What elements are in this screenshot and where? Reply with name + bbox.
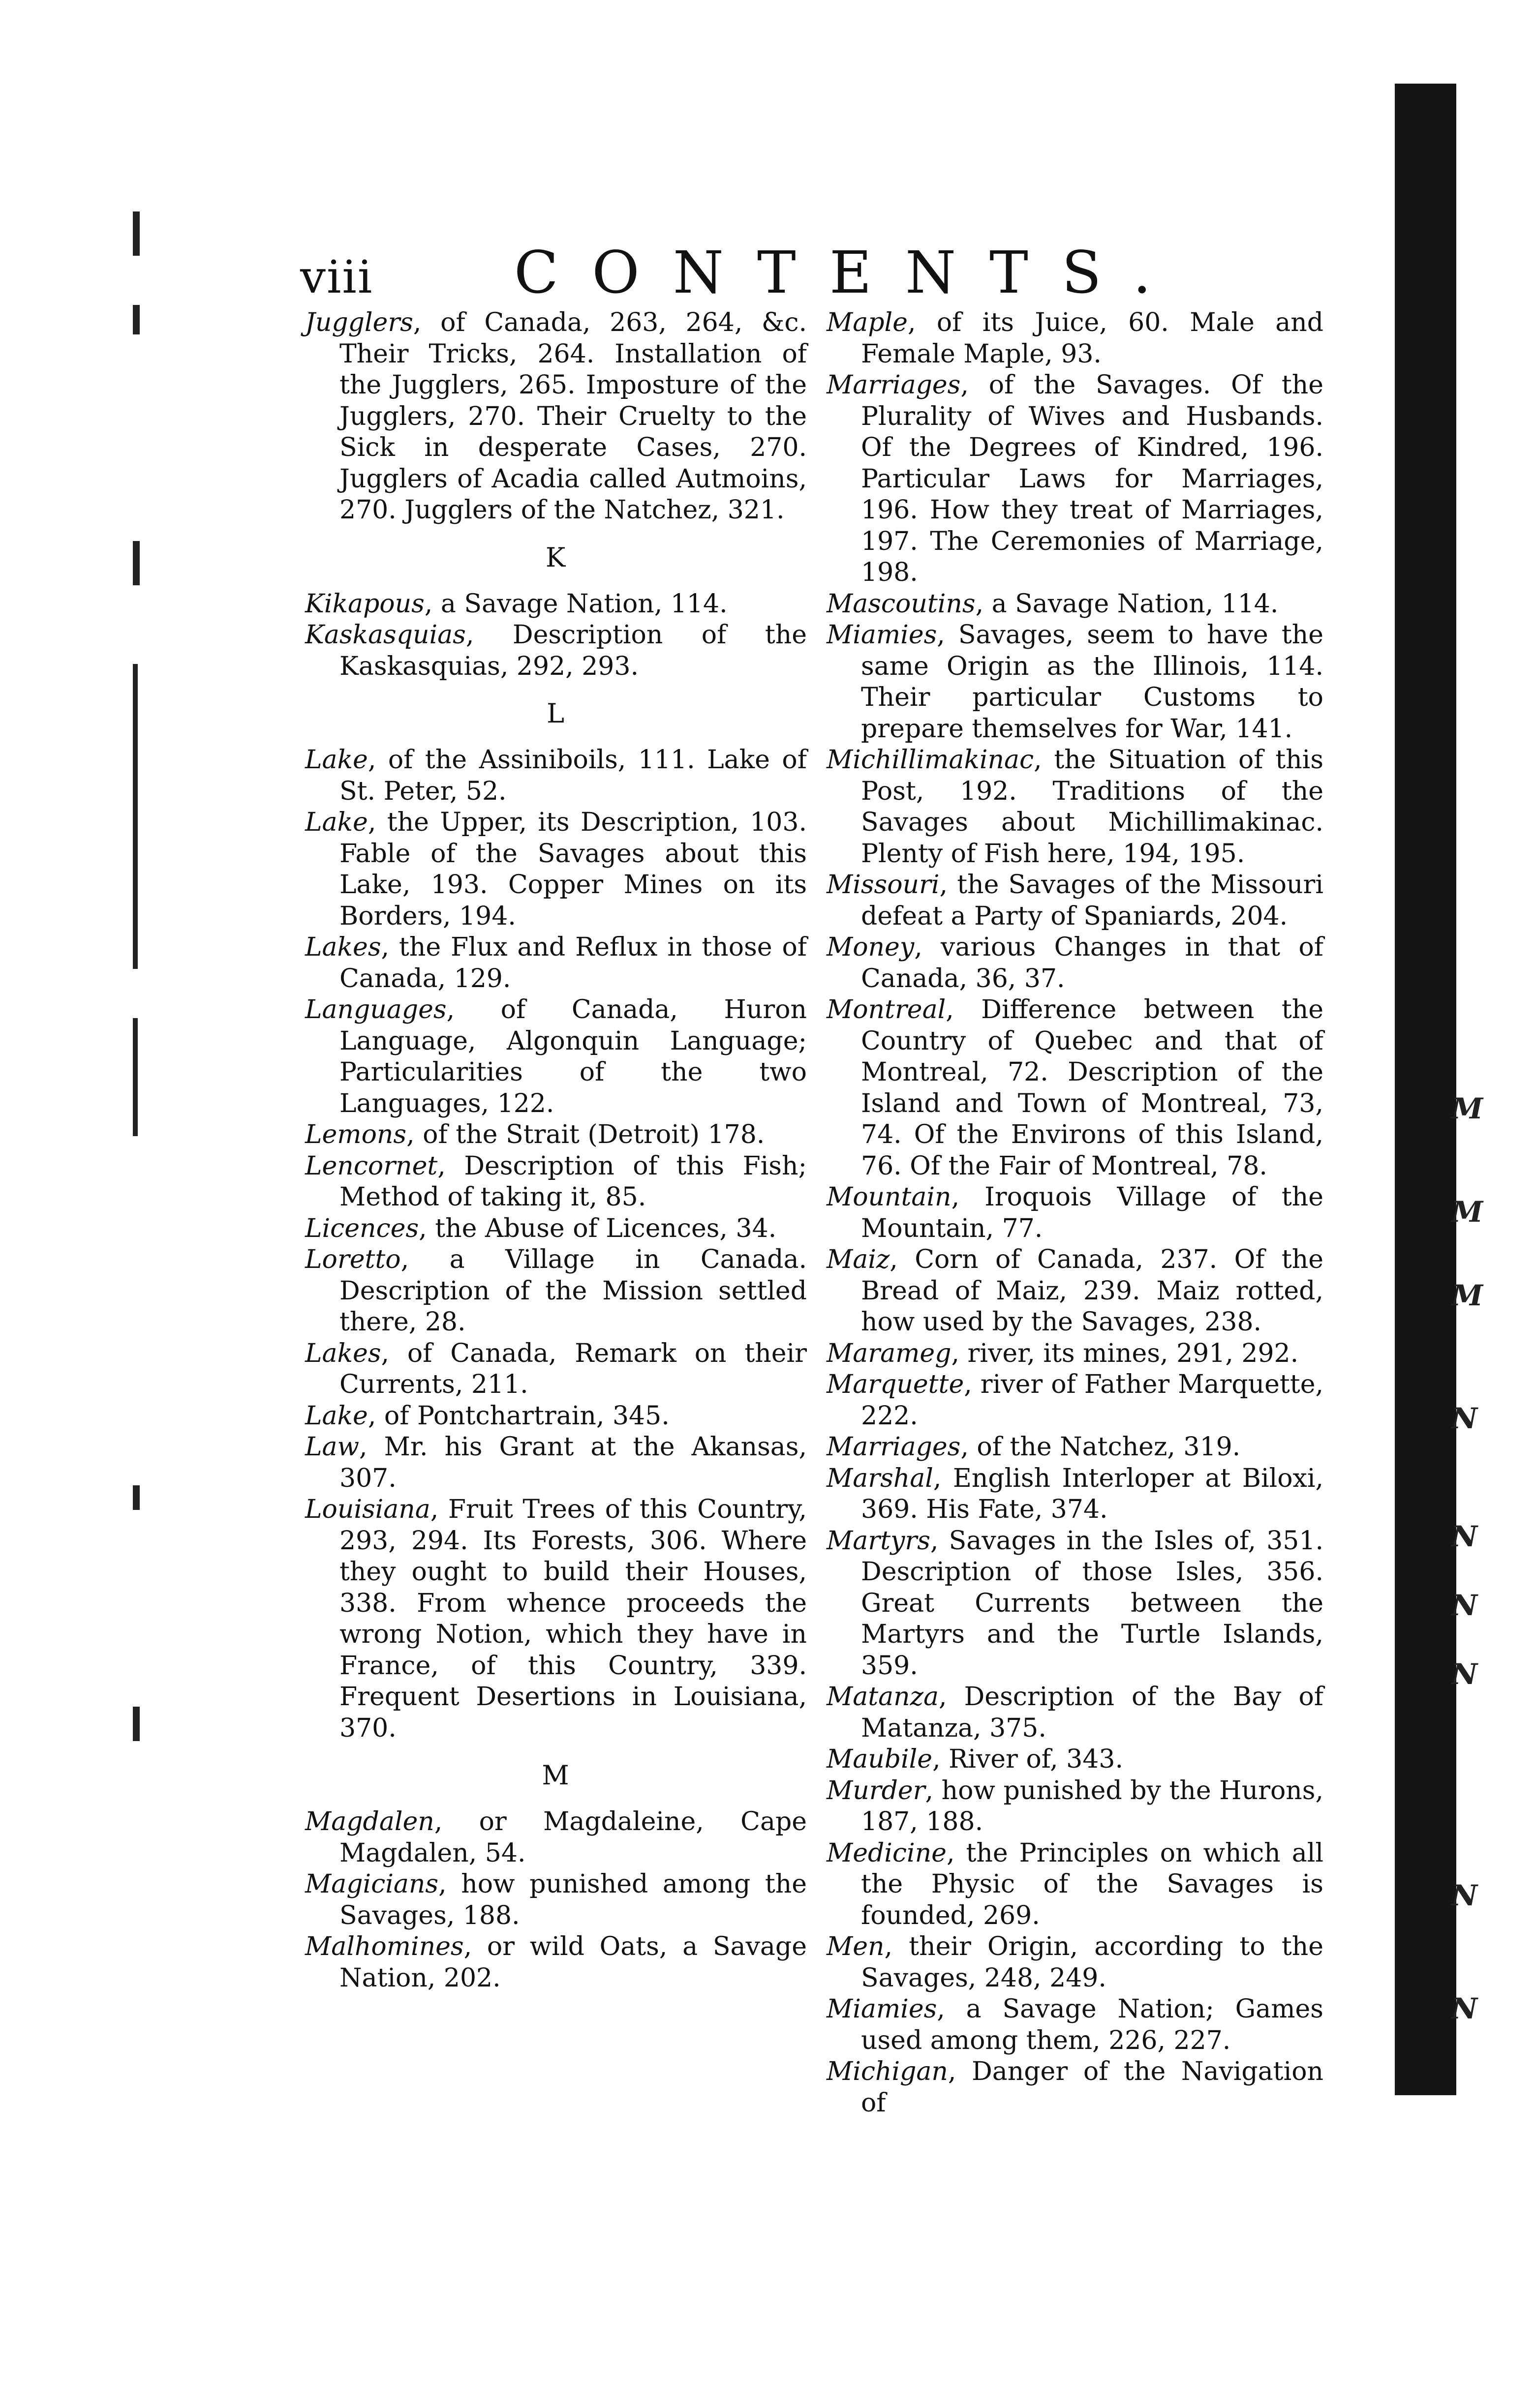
index-entry: Miamies, a Savage Nation; Games used among them, 226, 227. (827, 1994, 1323, 2055)
section-letter: K (545, 542, 567, 573)
index-entry: Michigan, Danger of the Navigation of (827, 2057, 1323, 2118)
entry-headword: Languages (305, 995, 447, 1024)
index-entry: Mascoutins, a Savage Nation, 114. (827, 589, 1279, 619)
facing-letter-fragment: N (1451, 1520, 1478, 1553)
index-entry: Lakes, the Flux and Reflux in those of Canada, 129. (305, 933, 807, 993)
facing-letter-fragment: N (1451, 1879, 1478, 1912)
index-entry: Marriages, of the Savages. Of the Plurality of Wives and Husbands. Of the Degrees of Kindred, 196. Particular Laws for Marriages, 196. How they treat of Marriages, 197. The Ceremonies of Marriage, 198. (827, 370, 1323, 587)
index-entry: Maiz, Corn of Canada, 237. Of the Bread of Maiz, 239. Maiz rotted, how used by the Savages, 238. (827, 1245, 1323, 1337)
entry-headword: Mountain (827, 1182, 952, 1212)
entry-headword: Marshal (827, 1463, 933, 1493)
entry-headword: Maple (827, 308, 908, 337)
index-entry: Marquette, river of Father Marquette, 222. (827, 1370, 1323, 1431)
index-entry: Martyrs, Savages in the Isles of, 351. Description of those Isles, 356. Great Currents between the Martyrs and the Turtle Islands, 359. (827, 1526, 1323, 1681)
facing-letter-fragment: M (1451, 1279, 1483, 1312)
facing-letter-fragment: M (1451, 1092, 1483, 1125)
facing-page-edge (1412, 84, 1535, 2395)
index-entry: Louisiana, Fruit Trees of this Country, 293, 294. Its Forests, 306. Where they ought to build their Houses, 338. From whence proceeds the wrong Notion, which they have in France, of this Country, 339. Frequent Desertions in Louisiana, 370. (305, 1495, 807, 1743)
entry-headword: Miamies (827, 620, 937, 650)
entry-headword: Lakes (305, 1338, 381, 1368)
entry-headword: Marquette (827, 1370, 964, 1399)
entry-headword: Martyrs (827, 1526, 930, 1556)
index-entry: Murder, how punished by the Hurons, 187, 188. (827, 1776, 1323, 1836)
entry-headword: Marriages (827, 1432, 961, 1462)
index-entry: Medicine, the Principles on which all the Physic of the Savages is founded, 269. (827, 1838, 1323, 1930)
facing-letter-fragment: M (1451, 1195, 1483, 1229)
index-entry: Marriages, of the Natchez, 319. (827, 1432, 1241, 1462)
index-entry: Jugglers, of Canada, 263, 264, &c. Their Tricks, 264. Installation of the Jugglers, 265. Imposture of the Jugglers, 270. Their Cruelty to the Sick in desperate Cases, 270. Jugglers of Acadia called Autmoins, 270. Jugglers of the Natchez, 321. (305, 308, 807, 525)
entry-headword: Mascoutins (827, 589, 976, 619)
entry-headword: Maubile (827, 1745, 933, 1774)
facing-letter-fragment: N (1451, 1657, 1478, 1691)
entry-headword: Loretto (305, 1245, 401, 1274)
entry-headword: Kaskasquias (305, 620, 466, 650)
section-letter: L (547, 698, 565, 729)
entry-headword: Licences (305, 1213, 419, 1243)
entry-headword: Lemons (305, 1120, 407, 1149)
index-entry: Matanza, Description of the Bay of Matanza, 375. (827, 1682, 1323, 1743)
index-entry: Kaskasquias, Description of the Kaskasquias, 292, 293. (305, 620, 807, 681)
index-entry: Malhomines, or wild Oats, a Savage Nation, 202. (305, 1932, 807, 1993)
entry-headword: Lencornet (305, 1151, 438, 1181)
entry-headword: Malhomines (305, 1932, 464, 1961)
entry-headword: Lake (305, 808, 368, 837)
index-entry: Lake, the Upper, its Description, 103. Fable of the Savages about this Lake, 193. Copper Mines on its Borders, 194. (305, 808, 807, 931)
entry-headword: Kikapous (305, 589, 425, 619)
index-entry: Lake, of Pontchartrain, 345. (305, 1401, 670, 1431)
index-entry: Money, various Changes in that of Canada, 36, 37. (827, 933, 1323, 993)
index-entry: Law, Mr. his Grant at the Akansas, 307. (305, 1432, 807, 1493)
facing-letter-fragment: N (1451, 1589, 1478, 1622)
index-entry: Missouri, the Savages of the Missouri defeat a Party of Spaniards, 204. (827, 870, 1323, 931)
page-folio: viii (300, 251, 373, 303)
entry-headword: Magicians (305, 1869, 439, 1899)
index-entry: Magicians, how punished among the Savages, 188. (305, 1869, 807, 1930)
entry-headword: Michigan (827, 2057, 948, 2086)
entry-headword: Louisiana (305, 1495, 430, 1524)
index-column-right (827, 307, 1323, 2119)
index-entry: Marameg, river, its mines, 291, 292. (827, 1338, 1299, 1368)
left-gutter-marks (98, 98, 177, 1820)
index-entry: Kikapous, a Savage Nation, 114. (305, 589, 728, 619)
entry-headword: Miamies (827, 1994, 937, 2024)
index-entry: Lemons, of the Strait (Detroit) 178. (305, 1120, 765, 1149)
entry-headword: Marameg (827, 1338, 952, 1368)
facing-letter-fragment: N (1451, 1402, 1478, 1435)
entry-headword: Missouri (827, 870, 940, 900)
index-entry: Lakes, of Canada, Remark on their Currents, 211. (305, 1338, 807, 1399)
entry-headword: Marriages (827, 370, 961, 400)
index-entry: Loretto, a Village in Canada. Description of the Mission settled there, 28. (305, 1245, 807, 1337)
index-entry: Lake, of the Assiniboils, 111. Lake of St. Peter, 52. (305, 745, 807, 806)
entry-headword: Maiz (827, 1245, 890, 1274)
entry-headword: Murder (827, 1776, 925, 1806)
index-entry: Men, their Origin, according to the Savages, 248, 249. (827, 1932, 1323, 1993)
entry-headword: Montreal (827, 995, 946, 1024)
index-column-left (305, 307, 807, 1994)
index-entry: Lencornet, Description of this Fish; Method of taking it, 85. (305, 1151, 807, 1212)
index-entry: Michillimakinac, the Situation of this Post, 192. Traditions of the Savages about Michillimakinac. Plenty of Fish here, 194, 195. (827, 745, 1323, 869)
entry-headword: Money (827, 933, 915, 962)
index-entry: Montreal, Difference between the Country of Quebec and that of Montreal, 72. Description of the Island and Town of Montreal, 73, 74. Of the Environs of this Island, 76. Of the Fair of Montreal, 78. (827, 995, 1323, 1181)
entry-headword: Men (827, 1932, 885, 1961)
index-entry: Marshal, English Interloper at Biloxi, 369. His Fate, 374. (827, 1463, 1323, 1524)
index-entry: Mountain, Iroquois Village of the Mountain, 77. (827, 1182, 1323, 1243)
entry-headword: Matanza (827, 1682, 939, 1712)
index-entry: Languages, of Canada, Huron Language, Algonquin Language; Particularities of the two Languages, 122. (305, 995, 807, 1118)
entry-headword: Lake (305, 745, 368, 775)
index-entry: Maubile, River of, 343. (827, 1745, 1123, 1774)
section-letter: M (542, 1760, 570, 1791)
index-entry: Licences, the Abuse of Licences, 34. (305, 1213, 777, 1243)
entry-headword: Law (305, 1432, 360, 1462)
entry-headword: Medicine (827, 1838, 947, 1868)
entry-headword: Magdalen (305, 1807, 434, 1836)
index-entry: Miamies, Savages, seem to have the same Origin as the Illinois, 114. Their particular Customs to prepare themselves for War, 141. (827, 620, 1323, 744)
page-title: CONTENTS. (514, 239, 1185, 306)
facing-letter-fragment: N (1451, 1992, 1478, 2025)
entry-headword: Lakes (305, 933, 381, 962)
index-entry: Maple, of its Juice, 60. Male and Female Maple, 93. (827, 308, 1323, 369)
entry-headword: Jugglers (305, 308, 413, 337)
index-entry: Magdalen, or Magdaleine, Cape Magdalen, 54. (305, 1807, 807, 1868)
page-header (300, 239, 1185, 307)
entry-headword: Lake (305, 1401, 368, 1431)
entry-headword: Michillimakinac (827, 745, 1034, 775)
